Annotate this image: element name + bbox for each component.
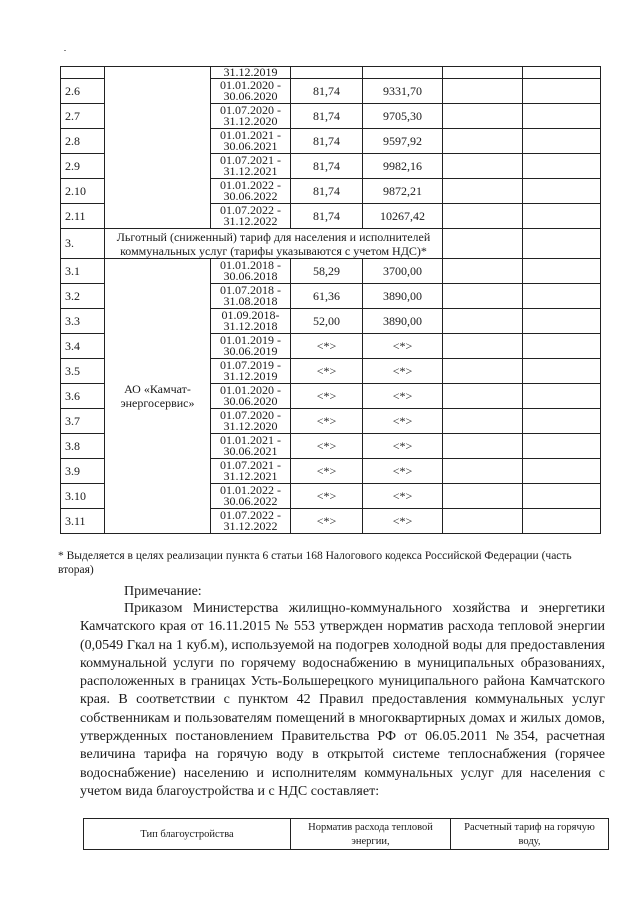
period-cell: 01.01.2021 - 30.06.2021 [211,129,291,154]
period-cell: 01.07.2022 - 31.12.2022 [211,509,291,534]
empty-cell [523,79,601,104]
row-number: 2.8 [61,129,105,154]
value-cell: <*> [291,384,363,409]
empty-cell [443,434,523,459]
section-number: 3. [61,229,105,259]
row-number: 2.6 [61,79,105,104]
row-number: 2.11 [61,204,105,229]
value-cell: <*> [363,384,443,409]
tariff-table [60,66,601,534]
row-number: 3.4 [61,334,105,359]
period-cell: 31.12.2019 [211,67,291,79]
header-calculated-tariff: Расчетный тариф на горячую воду, [451,819,609,850]
period-cell: 01.01.2022 - 30.06.2022 [211,179,291,204]
empty-cell [523,259,601,284]
value-cell: 3700,00 [363,259,443,284]
section-header-row [61,229,601,259]
row-number: 3.7 [61,409,105,434]
empty-cell [443,484,523,509]
value-cell [291,67,363,79]
value-cell: 3890,00 [363,309,443,334]
value-cell: <*> [363,509,443,534]
header-improvement-type: Тип благоустройства [84,819,291,850]
value-cell: 61,36 [291,284,363,309]
value-cell: <*> [291,459,363,484]
empty-cell [443,104,523,129]
note-heading: Примечание: [124,584,202,599]
value-cell: <*> [363,334,443,359]
empty-cell [523,384,601,409]
empty-cell [443,309,523,334]
value-cell: <*> [291,334,363,359]
value-cell: 81,74 [291,179,363,204]
footnote: * Выделяется в целях реализации пункта 6 статьи 168 Налогового кодекса Российской Федерации (часть вторая) [58,550,572,576]
period-cell: 01.07.2021 - 31.12.2021 [211,154,291,179]
table-header-row [84,819,609,850]
value-cell: 52,00 [291,309,363,334]
row-number: 3.3 [61,309,105,334]
section-title: Льготный (сниженный) тариф для населения и исполнителей коммунальных услуг (тарифы указываются с учетом НДС)* [105,229,443,259]
period-cell: 01.01.2020 - 30.06.2020 [211,384,291,409]
value-cell: <*> [363,359,443,384]
period-cell: 01.07.2022 - 31.12.2022 [211,204,291,229]
empty-cell [523,459,601,484]
note-paragraph: Приказом Министерства жилищно-коммунального хозяйства и энергетики Камчатского края от 16.11.2015 № 553 утвержден норматив расхода тепловой энергии (0,0549 Гкал на 1 куб.м), используемой на подогрев холодной воды для предоставления коммунальной услуги по горячему водоснабжению в муниципальных образованиях, расположенных в границах Усть-Большерецкого муниципального района Камчатского края. В соответствии с пунктом 42 Правил предоставления коммунальных услуг собственникам и пользователям помещений в многоквартирных домах и жилых домов, утвержденных постановлением Правительства РФ от 06.05.2011 №354, расчетная величина тарифа на горячую воду в открытой системе теплоснабжения (горячее водоснабжение) населению и исполнителям коммунальных услуг для населения с учетом вида благоустройства и с НДС составляет: [80,601,605,799]
row-number: 3.5 [61,359,105,384]
empty-cell [523,309,601,334]
value-cell: <*> [291,434,363,459]
value-cell: <*> [291,484,363,509]
empty-cell [443,284,523,309]
empty-cell [523,359,601,384]
empty-cell [443,359,523,384]
period-cell: 01.01.2020 - 30.06.2020 [211,79,291,104]
value-cell: 3890,00 [363,284,443,309]
value-cell: 9331,70 [363,79,443,104]
empty-cell [443,129,523,154]
row-number: 3.2 [61,284,105,309]
empty-cell [443,154,523,179]
table-row [61,67,601,79]
value-cell: <*> [291,409,363,434]
empty-cell [443,409,523,434]
row-number: 3.9 [61,459,105,484]
empty-cell [523,334,601,359]
period-cell: 01.01.2021 - 30.06.2021 [211,434,291,459]
empty-cell [523,67,601,79]
value-cell: <*> [291,509,363,534]
empty-cell [443,459,523,484]
value-cell: 81,74 [291,204,363,229]
header-heat-norm: Норматив расхода тепловой энергии, [291,819,451,850]
value-cell: <*> [363,434,443,459]
row-number: 3.11 [61,509,105,534]
empty-cell [523,484,601,509]
empty-cell [523,104,601,129]
period-cell: 01.01.2022 - 30.06.2022 [211,484,291,509]
value-cell: <*> [291,359,363,384]
organization-name: АО «Камчат-энергосервис» [105,259,211,534]
row-number: 2.7 [61,104,105,129]
empty-cell [523,509,601,534]
value-cell: <*> [363,409,443,434]
empty-cell [523,154,601,179]
empty-cell [523,204,601,229]
empty-cell [523,284,601,309]
empty-cell [443,67,523,79]
period-cell: 01.09.2018- 31.12.2018 [211,309,291,334]
period-cell: 01.01.2019 - 30.06.2019 [211,334,291,359]
row-number: 3.8 [61,434,105,459]
empty-cell [523,409,601,434]
period-cell: 01.07.2020 - 31.12.2020 [211,409,291,434]
value-cell: 9597,92 [363,129,443,154]
empty-cell [443,229,523,259]
value-cell: 9872,21 [363,179,443,204]
empty-cell [523,434,601,459]
scan-speck [64,50,66,51]
empty-cell [443,79,523,104]
value-cell: 58,29 [291,259,363,284]
row-number: 3.6 [61,384,105,409]
organization-cell-prev [105,67,211,229]
row-number [61,67,105,79]
value-cell: 9705,30 [363,104,443,129]
empty-cell [443,384,523,409]
period-cell: 01.07.2021 - 31.12.2021 [211,459,291,484]
empty-cell [443,334,523,359]
row-number: 2.9 [61,154,105,179]
row-number: 2.10 [61,179,105,204]
empty-cell [443,179,523,204]
value-cell: 10267,42 [363,204,443,229]
empty-cell [523,229,601,259]
table-row [61,259,601,284]
empty-cell [443,204,523,229]
empty-cell [443,259,523,284]
period-cell: 01.01.2018 - 30.06.2018 [211,259,291,284]
value-cell: 81,74 [291,129,363,154]
empty-cell [523,179,601,204]
period-cell: 01.07.2019 - 31.12.2019 [211,359,291,384]
value-cell: <*> [363,484,443,509]
period-cell: 01.07.2018 - 31.08.2018 [211,284,291,309]
value-cell: 9982,16 [363,154,443,179]
value-cell: 81,74 [291,79,363,104]
hot-water-tariff-table [83,818,609,850]
period-cell: 01.07.2020 - 31.12.2020 [211,104,291,129]
empty-cell [523,129,601,154]
value-cell [363,67,443,79]
row-number: 3.1 [61,259,105,284]
value-cell: <*> [363,459,443,484]
empty-cell [443,509,523,534]
value-cell: 81,74 [291,154,363,179]
value-cell: 81,74 [291,104,363,129]
row-number: 3.10 [61,484,105,509]
